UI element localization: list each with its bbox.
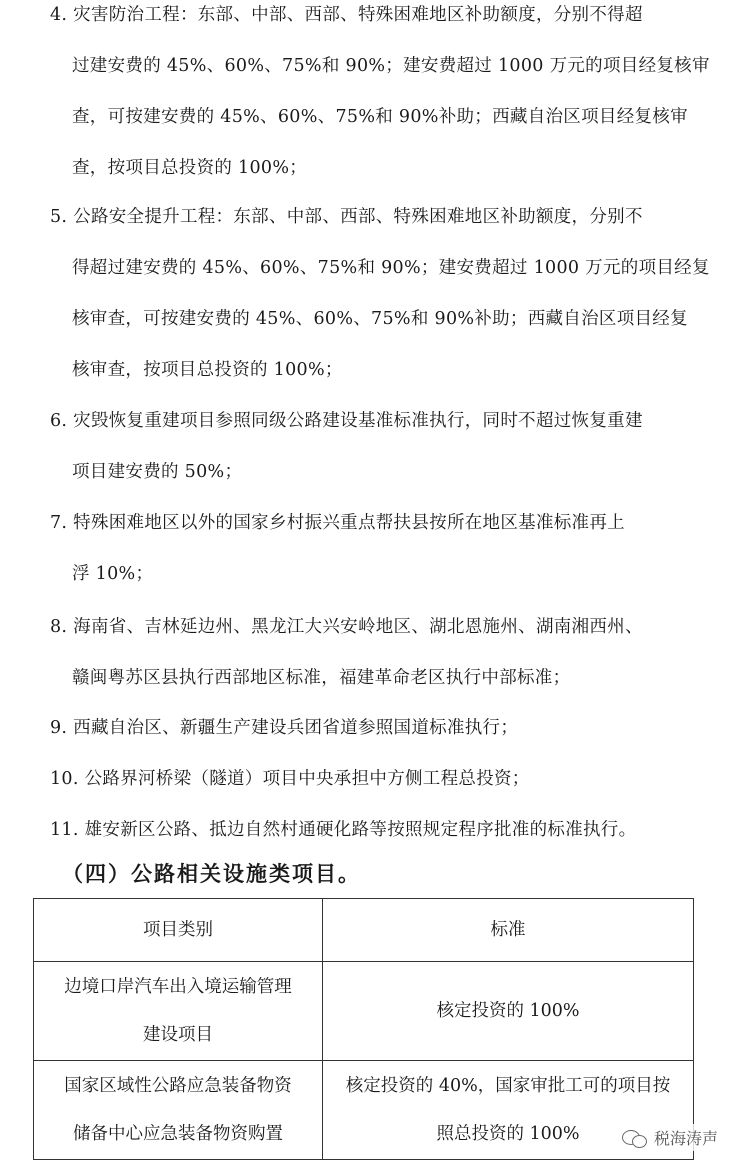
watermark: [618, 1124, 722, 1151]
list-item: [50, 805, 716, 856]
header-category: 项目类别: [34, 899, 323, 962]
item-line: 5. 公路安全提升工程：东部、中部、西部、特殊困难地区补助额度，分别不: [50, 207, 643, 227]
cell-line: 照总投资的 100%: [436, 1124, 580, 1144]
list-item: [50, 602, 716, 704]
cell-line: 边境口岸汽车出入境运输管理: [64, 977, 292, 997]
item-line: 4. 灾害防治工程：东部、中部、西部、特殊困难地区补助额度，分别不得超: [50, 5, 643, 25]
header-standard: 标准: [323, 899, 694, 962]
item-line: 查，可按建安费的 45%、60%、75%和 90%补助；西藏自治区项目经复核审: [72, 107, 688, 127]
cell-line: 国家区域性公路应急装备物资: [64, 1076, 292, 1096]
table-header-row: [34, 899, 694, 962]
item-line: 11. 雄安新区公路、抵边自然村通硬化路等按照规定程序批准的标准执行。: [50, 820, 637, 840]
list-item: [50, 703, 716, 754]
cell-category: [34, 1061, 323, 1160]
cell-line: 建设项目: [143, 1025, 213, 1045]
item-line: 过建安费的 45%、60%、75%和 90%；建安费超过 1000 万元的项目经复核审: [72, 56, 710, 76]
item-line: 7. 特殊困难地区以外的国家乡村振兴重点帮扶县按所在地区基准标准再上: [50, 513, 625, 533]
table-row: [34, 962, 694, 1061]
list-item: [50, 396, 716, 498]
item-line: 6. 灾毁恢复重建项目参照同级公路建设基准标准执行，同时不超过恢复重建: [50, 411, 643, 431]
list-item: [50, 498, 716, 600]
item-line: 项目建安费的 50%；: [72, 462, 243, 482]
item-line: 得超过建安费的 45%、60%、75%和 90%；建安费超过 1000 万元的项目经复: [72, 258, 710, 278]
standards-table: [33, 898, 694, 1160]
item-line: 赣闽粤苏区县执行西部地区标准，福建革命老区执行中部标准；: [72, 668, 571, 688]
list-item: [50, 192, 716, 396]
list-item: [50, 754, 716, 805]
item-line: 核审查，按项目总投资的 100%；: [72, 360, 343, 380]
list-item: [50, 0, 716, 194]
cell-line: 储备中心应急装备物资购置: [73, 1124, 283, 1144]
item-line: 8. 海南省、吉林延边州、黑龙江大兴安岭地区、湖北恩施州、湖南湘西州、: [50, 617, 643, 637]
cell-standard: [323, 962, 694, 1061]
watermark-text: 税海涛声: [653, 1129, 718, 1148]
item-line: 核审查，可按建安费的 45%、60%、75%和 90%补助；西藏自治区项目经复: [72, 309, 688, 329]
cell-category: [34, 962, 323, 1061]
section-heading: （四）公路相关设施类项目。: [62, 862, 361, 886]
cell-line: 核定投资的 100%: [436, 1001, 580, 1021]
cell-line: 核定投资的 40%，国家审批工可的项目按: [345, 1076, 671, 1096]
item-line: 9. 西藏自治区、新疆生产建设兵团省道参照国道标准执行；: [50, 718, 519, 738]
item-line: 查，按项目总投资的 100%；: [72, 158, 308, 178]
item-line: 10. 公路界河桥梁（隧道）项目中央承担中方侧工程总投资；: [50, 769, 530, 789]
wechat-icon: [622, 1128, 648, 1148]
item-line: 浮 10%；: [72, 564, 154, 584]
table-row: [34, 1061, 694, 1160]
